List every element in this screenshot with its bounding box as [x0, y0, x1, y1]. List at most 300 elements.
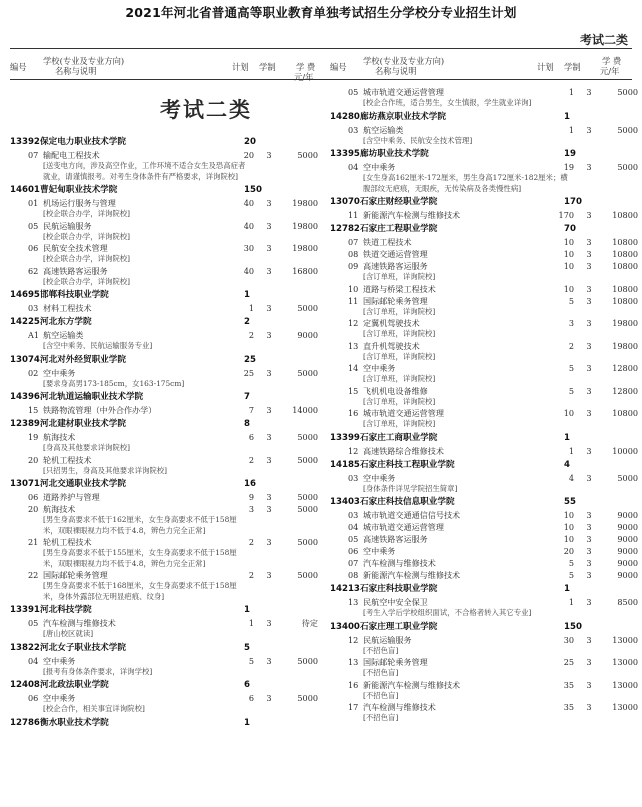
major-plan: 20 — [243, 150, 254, 160]
school-name: 石家庄工程职业学院 — [360, 224, 438, 234]
major-plan: 1 — [568, 597, 574, 607]
major-years: 3 — [266, 432, 272, 442]
major-plan: 1 — [568, 87, 574, 97]
major-years: 3 — [266, 303, 272, 313]
major-years: 3 — [266, 693, 272, 703]
major-years: 3 — [586, 534, 592, 544]
major-note: [唐山校区就读] — [43, 629, 94, 638]
major-note: [身体条件详见学院招生简章] — [363, 483, 458, 493]
school-row — [10, 418, 322, 431]
major-row — [330, 407, 642, 419]
major-fee: 12800 — [612, 363, 638, 373]
major-fee: 10000 — [612, 445, 638, 456]
major-name: 新能源汽车检测与维修技术 — [363, 679, 461, 690]
major-years: 3 — [586, 558, 592, 568]
school-code: 14601 — [10, 185, 40, 195]
major-fee: 10800 — [612, 295, 638, 306]
school-row — [10, 478, 322, 491]
major-row — [330, 385, 642, 397]
major-plan: 5 — [568, 385, 574, 396]
school-row — [330, 223, 642, 236]
major-name: 铁道交通运营管理 — [363, 249, 428, 259]
major-plan: 1 — [568, 445, 574, 456]
major-fee: 5000 — [297, 454, 318, 465]
major-years: 3 — [266, 504, 272, 514]
major-plan: 25 — [243, 367, 254, 378]
major-note: [只招男生，身高及其他要求详询院校] — [43, 465, 168, 475]
major-row — [10, 265, 322, 277]
school-plan-total: 70 — [564, 224, 576, 234]
document-title: 2021年河北省普通高等职业教育单独考试招生分学校分专业招生计划 — [125, 5, 517, 20]
major-years: 3 — [586, 570, 592, 580]
major-plan: 5 — [568, 570, 574, 580]
major-note: [校企联合办学，详询院校] — [43, 231, 131, 241]
major-code: 03 — [348, 124, 359, 135]
major-note: [含订单班，详询院校] — [363, 306, 436, 316]
major-plan: 20 — [563, 546, 574, 556]
major-plan: 9 — [248, 492, 254, 502]
school-code: 12389 — [10, 419, 40, 429]
school-plan-total: 20 — [244, 137, 256, 147]
header-plan: 计划 — [232, 62, 249, 72]
major-code: 19 — [28, 432, 39, 442]
school-row — [10, 679, 322, 692]
major-fee: 13000 — [612, 634, 638, 645]
major-fee: 10800 — [612, 237, 638, 247]
school-name: 河北女子职业技术学院 — [40, 642, 126, 653]
major-years: 3 — [586, 124, 592, 135]
school-code: 14225 — [10, 317, 40, 327]
major-years: 3 — [586, 87, 592, 97]
major-row — [330, 569, 642, 581]
major-code: 05 — [348, 87, 359, 97]
school-row — [330, 148, 642, 161]
major-row — [330, 236, 642, 248]
major-code: A1 — [28, 330, 39, 340]
right-column — [330, 86, 642, 724]
major-row — [330, 509, 642, 521]
school-row — [10, 391, 322, 404]
major-row — [10, 431, 322, 443]
major-fee: 10800 — [612, 283, 638, 294]
major-name: 铁路物流管理（中外合作办学） — [43, 405, 157, 415]
header-code: 编号 — [330, 62, 347, 72]
major-row — [330, 317, 642, 329]
major-code: 12 — [348, 634, 359, 645]
major-name: 空中乘务 — [43, 655, 76, 666]
major-name: 民航运输服务 — [43, 220, 92, 231]
major-plan: 19 — [563, 162, 574, 172]
major-name: 道路与桥梁工程技术 — [363, 283, 436, 294]
major-plan: 2 — [248, 330, 254, 340]
major-name: 新能源汽车检测与维修技术 — [363, 570, 461, 580]
major-years: 3 — [586, 363, 592, 373]
major-fee: 13000 — [612, 679, 638, 690]
major-name: 轮机工程技术 — [43, 537, 92, 547]
major-code: 09 — [348, 261, 359, 271]
major-name: 城市轨道交通运营管理 — [363, 408, 444, 418]
major-row — [330, 124, 642, 136]
major-row — [330, 656, 642, 668]
school-name: 石家庄理工职业学院 — [360, 621, 438, 632]
major-plan: 35 — [563, 702, 574, 712]
major-note: [含订单班，详询院校] — [363, 396, 436, 406]
major-code: 12 — [348, 445, 359, 456]
major-name: 城市轨道交通运营管理 — [363, 522, 444, 532]
major-code: 16 — [348, 408, 359, 418]
school-row — [10, 604, 322, 617]
school-name: 河北东方学院 — [40, 317, 92, 327]
major-note: [不招色盲] — [363, 645, 399, 655]
school-code: 12782 — [330, 224, 360, 234]
major-plan: 35 — [563, 679, 574, 690]
school-row — [330, 196, 642, 209]
major-fee: 9000 — [617, 570, 638, 580]
header-years: 学制 — [564, 62, 581, 72]
major-row — [10, 617, 322, 629]
major-row — [330, 86, 642, 98]
left-column — [10, 86, 322, 730]
major-years: 3 — [266, 655, 272, 666]
major-fee: 10800 — [612, 261, 638, 271]
major-code: 22 — [28, 570, 39, 580]
school-code: 12786 — [10, 717, 40, 728]
major-code: 05 — [28, 220, 39, 231]
major-code: 10 — [348, 283, 359, 294]
major-code: 04 — [28, 655, 39, 666]
major-row — [330, 248, 642, 260]
major-code: 07 — [348, 237, 359, 247]
school-plan-total: 150 — [564, 621, 582, 632]
major-code: 13 — [348, 657, 359, 667]
major-years: 3 — [266, 243, 272, 253]
major-plan: 7 — [248, 405, 254, 415]
major-code: 07 — [348, 558, 359, 568]
major-note: [含订单班，详询院校] — [363, 329, 436, 338]
school-code: 13071 — [10, 479, 40, 489]
major-note: [不招色盲] — [363, 668, 399, 677]
major-row — [10, 329, 322, 341]
major-code: 06 — [28, 492, 39, 502]
major-fee: 5000 — [617, 162, 638, 172]
major-note: [校企联合办学，详询院校] — [43, 254, 131, 263]
school-row — [10, 289, 322, 302]
major-name: 空中乘务 — [363, 546, 396, 556]
school-code: 13392 — [10, 137, 40, 147]
major-note: [含空中乘务、民航运输服务专业] — [43, 341, 153, 350]
major-note: [含空中乘务、民航安全技术管理] — [363, 135, 473, 145]
school-row — [330, 432, 642, 445]
major-name: 航海技术 — [43, 432, 76, 442]
major-code: 02 — [28, 367, 39, 378]
major-name: 新能源汽车检测与维修技术 — [363, 210, 461, 220]
major-code: 07 — [28, 150, 39, 160]
major-years: 3 — [586, 522, 592, 532]
major-note: [含订单班，详询院校] — [363, 374, 436, 383]
major-row — [10, 404, 322, 416]
major-name: 汽车检测与维修技术 — [363, 702, 436, 712]
header-fee-top: 学 费 — [296, 62, 316, 72]
major-code: 17 — [348, 702, 359, 712]
major-row — [10, 302, 322, 314]
major-years: 3 — [586, 237, 592, 247]
major-plan: 10 — [563, 283, 574, 294]
major-plan: 5 — [568, 295, 574, 306]
school-code: 14280 — [330, 111, 360, 122]
major-years: 3 — [586, 249, 592, 259]
major-fee: 5000 — [297, 432, 318, 442]
major-row — [330, 362, 642, 374]
major-fee: 10800 — [612, 210, 638, 220]
major-name: 航海技术 — [43, 504, 76, 514]
major-note: [身高及其他要求详询院校] — [43, 443, 131, 452]
school-row — [10, 354, 322, 367]
major-note: [男生身高要求不低于168厘米，女生身高要求不低于158厘米，身体外露部位无明显疤痕、纹身] — [43, 581, 237, 601]
major-plan: 5 — [568, 363, 574, 373]
school-row — [10, 717, 322, 730]
major-plan: 10 — [563, 237, 574, 247]
major-plan: 10 — [563, 261, 574, 271]
major-name: 高速铁路客运服务 — [363, 261, 428, 271]
major-plan: 1 — [248, 618, 254, 628]
header-fee-top: 学 费 — [602, 56, 622, 66]
header-fee-bottom: 元/年 — [600, 66, 620, 76]
major-row — [330, 533, 642, 545]
school-name: 保定电力职业技术学院 — [40, 137, 126, 147]
major-code: 03 — [28, 303, 39, 313]
major-name: 国际邮轮乘务管理 — [43, 570, 108, 580]
header-years: 学制 — [259, 62, 276, 72]
major-row — [330, 521, 642, 533]
major-fee: 19800 — [292, 198, 318, 208]
major-row — [10, 242, 322, 254]
major-name: 机场运行服务与管理 — [43, 198, 116, 208]
school-row — [330, 621, 642, 634]
school-name: 石家庄科技工程职业学院 — [360, 459, 455, 470]
major-fee: 5000 — [297, 655, 318, 666]
major-note: [含订单班，详询院校] — [363, 272, 436, 281]
major-row — [330, 679, 642, 691]
major-plan: 2 — [568, 340, 574, 351]
school-plan-total: 16 — [244, 479, 256, 489]
major-fee: 5000 — [297, 492, 318, 502]
major-plan: 10 — [563, 249, 574, 259]
school-code: 14695 — [10, 290, 40, 300]
major-name: 直升机驾驶技术 — [363, 340, 420, 351]
major-code: 13 — [348, 340, 359, 351]
school-row — [330, 111, 642, 124]
major-plan: 10 — [563, 534, 574, 544]
major-plan: 2 — [248, 537, 254, 547]
major-years: 3 — [266, 367, 272, 378]
major-name: 定翼机驾驶技术 — [363, 318, 420, 328]
school-code: 12408 — [10, 680, 40, 690]
major-name: 高速铁路客运服务 — [43, 265, 108, 276]
major-plan: 1 — [248, 303, 254, 313]
major-name: 航空运输类 — [363, 124, 404, 135]
major-years: 3 — [266, 454, 272, 465]
major-name: 城市轨道交通通信信号技术 — [363, 510, 461, 520]
major-name: 民航安全技术管理 — [43, 243, 108, 253]
school-plan-total: 5 — [244, 642, 250, 653]
major-years: 3 — [586, 445, 592, 456]
school-code: 13074 — [10, 354, 40, 365]
major-row — [10, 491, 322, 503]
major-fee: 5000 — [297, 303, 318, 313]
school-plan-total: 1 — [564, 111, 570, 122]
major-code: 05 — [348, 534, 359, 544]
major-row — [10, 655, 322, 667]
major-years: 3 — [586, 408, 592, 418]
major-years: 3 — [586, 597, 592, 607]
major-row — [10, 367, 322, 379]
school-plan-total: 55 — [564, 497, 576, 507]
major-fee: 19800 — [292, 220, 318, 231]
major-plan: 4 — [568, 472, 574, 483]
major-note: [男生身高要求不低于162厘米，女生身高要求不低于158厘米，双眼裸眼视力均不低于4.8，辨色力完全正常] — [43, 515, 237, 535]
school-plan-total: 1 — [244, 290, 250, 300]
major-code: 20 — [28, 504, 39, 514]
major-years: 3 — [586, 510, 592, 520]
major-fee: 12800 — [612, 385, 638, 396]
major-row — [330, 340, 642, 352]
school-code: 13391 — [10, 605, 40, 615]
major-row — [330, 545, 642, 557]
major-fee: 10800 — [612, 408, 638, 418]
major-years: 3 — [586, 162, 592, 172]
major-years: 3 — [586, 657, 592, 667]
major-name: 空中乘务 — [363, 363, 396, 373]
major-years: 3 — [266, 198, 272, 208]
major-fee: 13000 — [612, 702, 638, 712]
school-code: 13822 — [10, 642, 40, 653]
major-row — [10, 220, 322, 232]
school-name: 河北轨道运输职业技术学院 — [40, 392, 144, 402]
major-plan: 170 — [558, 210, 574, 220]
major-note: [男生身高要求不低于155厘米，女生身高要求不低于158厘米，双眼裸眼视力均不低于4.8，辨色力完全正常] — [43, 548, 237, 568]
school-code: 13400 — [330, 621, 360, 632]
header-rule-top — [10, 48, 632, 49]
major-years: 3 — [586, 546, 592, 556]
header-plan: 计划 — [537, 62, 554, 72]
school-name: 石家庄科技职业学院 — [360, 584, 438, 594]
major-code: 04 — [348, 162, 359, 172]
document-subtitle: 考试二类 — [579, 33, 628, 47]
header-school-bottom: 名称与说明 — [55, 66, 97, 76]
major-plan: 3 — [248, 504, 254, 514]
school-code: 14185 — [330, 459, 360, 470]
major-plan: 30 — [243, 243, 254, 253]
major-row — [330, 701, 642, 713]
major-fee: 19800 — [292, 243, 318, 253]
major-years: 3 — [586, 283, 592, 294]
major-code: 11 — [348, 210, 359, 220]
major-name: 国际邮轮乘务管理 — [363, 295, 428, 306]
category-heading: 考试二类 — [160, 97, 252, 122]
major-code: 15 — [28, 405, 39, 415]
school-plan-total: 4 — [564, 459, 570, 470]
school-row — [10, 136, 322, 149]
school-name: 曹妃甸职业技术学院 — [40, 185, 118, 195]
major-code: 05 — [28, 618, 39, 628]
major-fee: 16800 — [292, 265, 318, 276]
major-fee: 9000 — [617, 546, 638, 556]
header-school-top: 学校(专业及专业方向) — [43, 56, 125, 66]
major-years: 3 — [586, 702, 592, 712]
major-code: 15 — [348, 385, 359, 396]
major-name: 道路养护与管理 — [43, 492, 100, 502]
major-plan: 2 — [248, 454, 254, 465]
school-name: 河北交通职业技术学院 — [40, 479, 126, 489]
major-plan: 5 — [248, 655, 254, 666]
major-fee: 19800 — [612, 340, 638, 351]
school-code: 13403 — [330, 497, 360, 507]
major-plan: 10 — [563, 522, 574, 532]
school-plan-total: 2 — [244, 317, 250, 327]
school-name: 石家庄工商职业学院 — [360, 432, 438, 443]
major-plan: 40 — [243, 198, 254, 208]
school-row — [330, 496, 642, 509]
school-plan-total: 6 — [244, 680, 250, 690]
major-years: 3 — [586, 679, 592, 690]
school-plan-total: 8 — [244, 419, 250, 429]
major-fee: 5000 — [617, 87, 638, 97]
major-plan: 25 — [563, 657, 574, 667]
major-code: 21 — [28, 537, 39, 547]
major-fee: 5000 — [297, 150, 318, 160]
school-code: 13399 — [330, 432, 360, 443]
major-row — [330, 161, 642, 173]
major-fee: 5000 — [297, 570, 318, 580]
major-code: 11 — [348, 295, 359, 306]
major-row — [10, 197, 322, 209]
major-name: 高速铁路综合维修技术 — [363, 445, 444, 456]
major-row — [10, 569, 322, 581]
major-code: 20 — [28, 454, 39, 465]
major-code: 03 — [348, 472, 359, 483]
school-code: 14213 — [330, 584, 360, 594]
major-row — [10, 536, 322, 548]
major-fee: 5000 — [297, 367, 318, 378]
major-fee: 5000 — [297, 693, 318, 703]
school-name: 河北政法职业学院 — [40, 680, 109, 690]
major-name: 城市轨道交通运营管理 — [363, 87, 444, 97]
major-fee: 9000 — [617, 522, 638, 532]
major-fee: 9000 — [617, 534, 638, 544]
major-note: [女生身高162厘米-172厘米，男生身高172厘米-182厘米；横腹部纹无疤痕，无眼疾，无传染病及各类慢性病] — [363, 173, 568, 193]
major-name: 空中乘务 — [363, 162, 396, 172]
school-name: 石家庄科技信息职业学院 — [360, 497, 455, 507]
school-plan-total: 1 — [244, 605, 250, 615]
major-years: 3 — [586, 385, 592, 396]
major-code: 16 — [348, 679, 359, 690]
header-rule-bottom — [10, 79, 632, 80]
major-note: [含订单班，详询院校] — [363, 419, 436, 428]
major-row — [330, 209, 642, 221]
major-code: 12 — [348, 318, 359, 328]
major-years: 3 — [586, 634, 592, 645]
major-years: 3 — [266, 405, 272, 415]
major-name: 空中乘务 — [43, 693, 76, 703]
major-plan: 5 — [568, 558, 574, 568]
school-plan-total: 1 — [564, 432, 570, 443]
major-years: 3 — [266, 537, 272, 547]
major-row — [330, 295, 642, 307]
school-row — [10, 316, 322, 329]
major-plan: 40 — [243, 220, 254, 231]
major-name: 空中乘务 — [43, 367, 76, 378]
school-plan-total: 7 — [244, 392, 250, 402]
